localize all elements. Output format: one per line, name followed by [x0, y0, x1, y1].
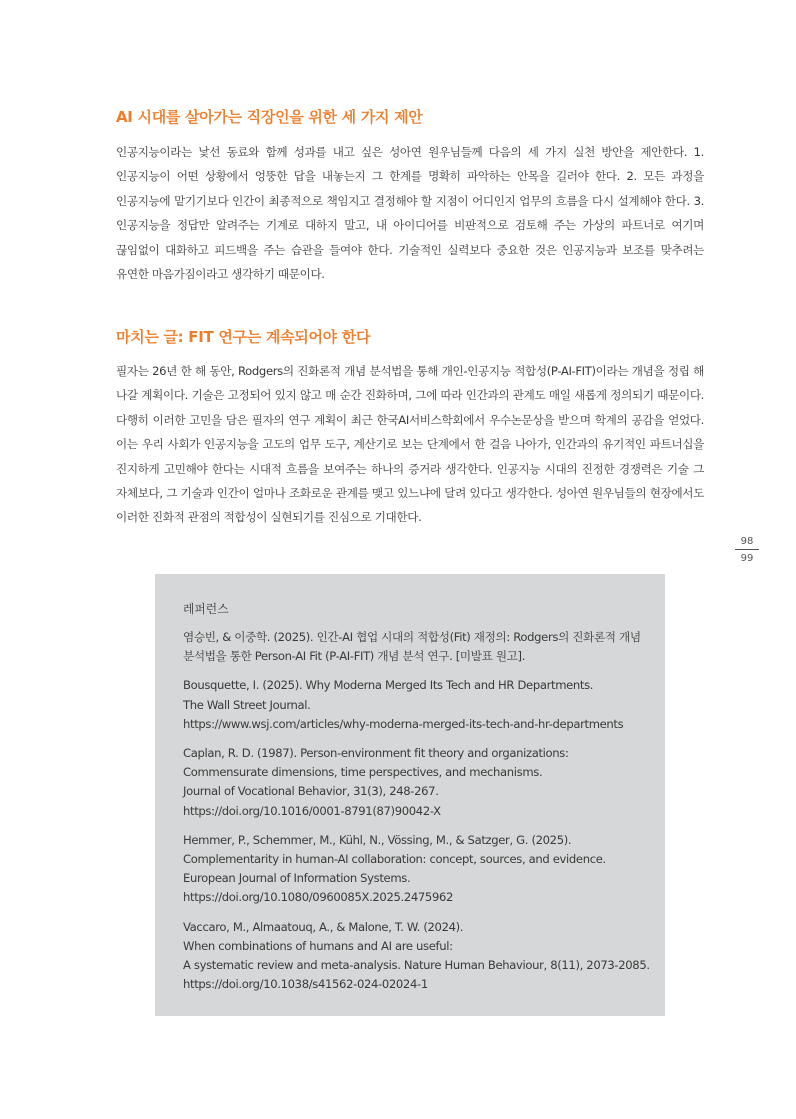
section-body-closing: 필자는 26년 한 해 동안, Rodgers의 진화론적 개념 분석법을 통해 개인-인공지능 적합성(P-AI-FIT)이라는 개념을 정립 해 나갈 계획이다. 기술은 고정되어 있지 않고 매 순간 진화하며, 그에 따라 인간과의 관계도 매일 새롭게 정의되기 때문이다. 다행히 이러한 고민을 담은 필자의 연구 계획이 최근 한국AI서비스학회에서 우수논문상을 받으며 학계의 공감을 얻었다. 이는 우리 사회가 인공지능을 고도의 업무 도구, 계산기로 보는 단계에서 한 걸음 나아가, 인간과의 유기적인 파트너십을 진지하게 고민해야 한다는 시대적 흐름을 보여주는 하나의 증거라 생각한다. 인공지능 시대의 진정한 경쟁력은 기술 그 자체보다, 그 기술과 인간이 얼마나 조화로운 관계를 맺고 있느냐에 달려 있다고 생각한다. 성아연 원우님들의 현장에서도 이러한 진화적 관점의 적합성이 실현되기를 진심으로 기대한다.	[116, 364, 704, 525]
section-heading-closing: 마치는 글: FIT 연구는 계속되어야 한다	[116, 328, 371, 346]
reference-line: Commensurate dimensions, time perspectives, and mechanisms.	[183, 765, 543, 780]
reference-line: Caplan, R. D. (1987). Person-environment fit theory and organizations:	[183, 746, 569, 761]
reference-item	[183, 918, 658, 995]
reference-line: https://www.wsj.com/articles/why-moderna-merged-its-tech-and-hr-departments	[183, 716, 624, 731]
reference-item	[183, 831, 658, 908]
reference-item	[183, 628, 658, 666]
reference-line: A systematic review and meta-analysis. Nature Human Behaviour, 8(11), 2073-2085.	[183, 958, 650, 973]
reference-line: 염승빈, & 이중학. (2025). 인간-AI 협업 시대의 적합성(Fit) 재정의: Rodgers의 진화론적 개념	[183, 630, 641, 644]
reference-line: Bousquette, I. (2025). Why Moderna Merged Its Tech and HR Departments.	[183, 678, 594, 693]
page-current: 98	[735, 535, 759, 550]
references-title: 레퍼런스	[183, 602, 229, 616]
references-list	[183, 628, 658, 1004]
page-number	[735, 535, 759, 565]
reference-line: 분석법을 통한 Person-AI Fit (P-AI-FIT) 개념 분석 연구. [미발표 원고].	[183, 649, 526, 664]
reference-line: Vaccaro, M., Almaatouq, A., & Malone, T. W. (2024).	[183, 919, 464, 934]
reference-line: The Wall Street Journal.	[183, 697, 311, 712]
page-total: 99	[740, 553, 754, 564]
reference-line: https://doi.org/10.1016/0001-8791(87)90042-X	[183, 803, 441, 818]
reference-line: When combinations of humans and AI are useful:	[183, 938, 453, 953]
references-box	[155, 574, 665, 1016]
reference-item	[183, 744, 658, 821]
reference-line: European Journal of Information Systems.	[183, 871, 411, 886]
reference-line: https://doi.org/10.1038/s41562-024-02024-1	[183, 977, 428, 992]
section-heading-ai-proposals: AI 시대를 살아가는 직장인을 위한 세 가지 제안	[116, 108, 423, 126]
reference-line: Complementarity in human-AI collaboration: concept, sources, and evidence.	[183, 852, 606, 867]
reference-line: Journal of Vocational Behavior, 31(3), 248-267.	[183, 784, 439, 799]
section-body-ai-proposals: 인공지능이라는 낯선 동료와 함께 성과를 내고 싶은 성아연 원우님들께 다음의 세 가지 실천 방안을 제안한다. 1. 인공지능이 어떤 상황에서 엉뚱한 답을 내놓는지 그 한계를 명확히 파악하는 안목을 길러야 한다. 2. 모든 과정을 인공지능에 맡기기보다 인간이 최종적으로 책임지고 결정해야 할 지점이 어디인지 업무의 흐름을 다시 설계해야 한다. 3. 인공지능을 정답만 알려주는 기계로 대하지 말고, 내 아이디어를 비판적으로 검토해 주는 가상의 파트너로 여기며 끊임없이 대화하고 피드백을 주는 습관을 들여야 한다. 기술적인 실력보다 중요한 것은 인공지능과 보조를 맞추려는 유연한 마음가짐이라고 생각하기 때문이다.	[116, 145, 704, 282]
reference-line: Hemmer, P., Schemmer, M., Kühl, N., Vössing, M., & Satzger, G. (2025).	[183, 832, 572, 847]
reference-item	[183, 676, 658, 734]
reference-line: https://doi.org/10.1080/0960085X.2025.2475962	[183, 890, 454, 905]
